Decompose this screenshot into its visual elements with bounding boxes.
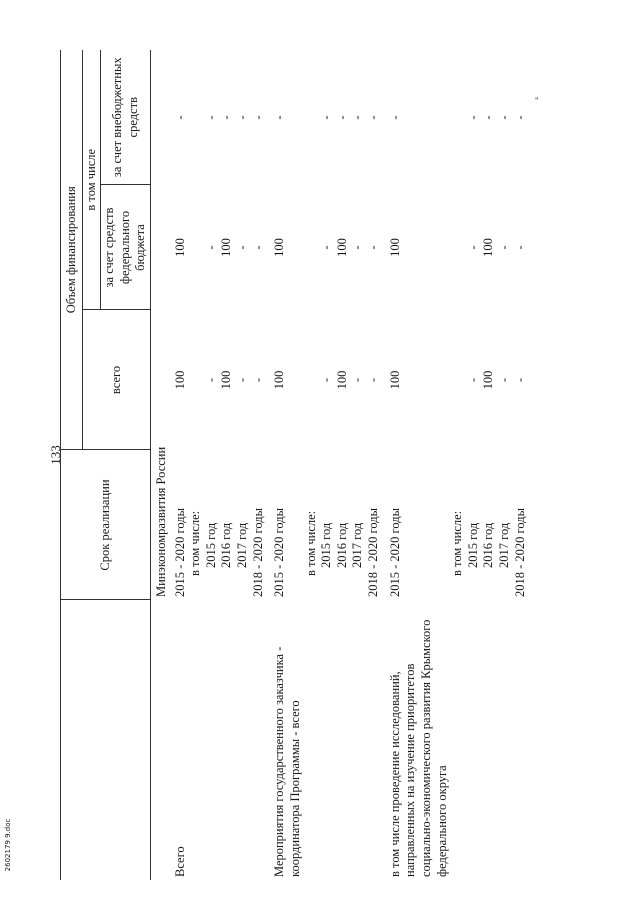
header-name-cell — [61, 600, 151, 880]
row-vneb: - — [350, 115, 365, 120]
row-fed: - — [465, 245, 480, 250]
row-vneb: - — [219, 115, 234, 120]
row-fed: 100 — [172, 238, 187, 257]
row-srok: в том числе: — [188, 510, 203, 576]
row-vneb: - — [512, 115, 527, 120]
row-vsego: - — [350, 377, 365, 383]
row-name: в том числе проведение исследований, направленных на изучение приоритетов социально-экономического развития Крымского федерального округа — [387, 619, 449, 877]
header-vtom: в том числе — [83, 50, 101, 310]
row-vsego — [188, 310, 204, 450]
row-srok: 2017 год — [350, 522, 365, 568]
row-fed: 100 — [334, 238, 349, 257]
page-number-text: 133 — [48, 445, 63, 465]
row-srok: 2018 - 2020 годы — [512, 507, 527, 597]
row-vneb: - — [319, 115, 334, 120]
row-name — [304, 600, 320, 880]
row-vsego: - — [250, 377, 265, 383]
financing-table — [60, 50, 528, 880]
row-fed: - — [350, 245, 365, 250]
row-fed: - — [497, 245, 511, 250]
row-name: Всего — [172, 846, 187, 877]
footer-code-text: 2602179 9.doc — [4, 818, 12, 872]
row-srok: 2015 год — [465, 522, 480, 568]
row-name — [450, 600, 466, 880]
row-srok: в том числе: — [450, 510, 465, 576]
row-name — [466, 600, 482, 880]
row-name — [251, 600, 267, 880]
row-name — [204, 600, 220, 880]
footer-code — [0, 815, 16, 875]
row-fed: - — [319, 245, 334, 250]
row-fed — [304, 185, 320, 310]
row-name — [481, 600, 497, 880]
row-fed — [188, 185, 204, 310]
row-fed: 100 — [481, 238, 496, 257]
row-vsego: - — [319, 377, 334, 383]
row-name — [188, 600, 204, 880]
row-vsego: - — [203, 377, 218, 383]
row-vneb: - — [465, 115, 480, 120]
row-name — [513, 600, 529, 880]
row-vneb: - — [172, 115, 187, 120]
row-srok: 2016 год — [219, 522, 234, 568]
row-vneb: - — [497, 115, 511, 120]
row-srok: 2015 год — [319, 522, 334, 568]
row-name — [497, 600, 513, 880]
row-vneb: - — [203, 115, 218, 120]
row-fed: - — [512, 245, 527, 250]
header-vneb: за счет внебюджетных средств — [101, 50, 151, 185]
row-vsego — [304, 310, 320, 450]
row-vneb: - — [334, 115, 349, 120]
row-srok: 2015 - 2020 годы — [387, 507, 402, 597]
header-obem: Объем финансирования — [61, 50, 83, 450]
row-fed: 100 — [219, 238, 234, 257]
row-vneb: - — [235, 115, 249, 120]
row-vneb: - — [250, 115, 265, 120]
header-fed: за счет средств федерального бюджета — [101, 185, 151, 310]
row-fed: 100 — [387, 238, 402, 257]
row-vneb — [304, 50, 320, 185]
row-name — [319, 600, 335, 880]
section-left-border — [151, 600, 173, 880]
row-fed: - — [250, 245, 265, 250]
row-srok: 2017 год — [235, 522, 249, 568]
row-vsego: 100 — [272, 370, 287, 390]
row-vsego: 100 — [172, 370, 187, 390]
row-srok: в том числе: — [303, 510, 318, 576]
header-vsego: всего — [83, 310, 151, 450]
row-name — [335, 600, 351, 880]
row-vsego: 100 — [334, 370, 349, 390]
row-fed: - — [235, 245, 249, 250]
row-vneb — [450, 50, 466, 185]
row-name — [219, 600, 235, 880]
row-vneb: - — [481, 115, 496, 120]
row-name: Мероприятия государственного заказчика - координатора Программы - всего — [272, 646, 302, 877]
row-srok: 2017 год — [497, 522, 511, 568]
row-fed — [450, 185, 466, 310]
row-vneb: - — [272, 115, 287, 120]
row-vsego: 100 — [387, 370, 402, 390]
row-srok: 2015 - 2020 годы — [272, 507, 287, 597]
row-srok: 2018 - 2020 годы — [366, 507, 380, 597]
row-vsego: - — [465, 377, 480, 383]
row-name — [366, 600, 382, 880]
stray-mark: " — [535, 96, 539, 106]
row-vsego: - — [366, 377, 380, 383]
section-title: Минэкономразвития России — [151, 50, 173, 600]
row-srok: 2016 год — [334, 522, 349, 568]
row-fed: 100 — [272, 238, 287, 257]
row-vsego: - — [497, 377, 511, 383]
row-name — [235, 600, 251, 880]
row-vneb: - — [387, 115, 402, 120]
row-srok: 2015 год — [203, 522, 218, 568]
row-fed: - — [366, 245, 380, 250]
row-vneb: - — [366, 115, 380, 120]
row-vsego: 100 — [219, 370, 234, 390]
row-vsego: 100 — [481, 370, 496, 390]
header-srok: Срок реализации — [61, 450, 151, 600]
row-fed: - — [203, 245, 218, 250]
row-vsego — [450, 310, 466, 450]
row-vsego: - — [512, 377, 527, 383]
row-vneb — [188, 50, 204, 185]
row-name — [350, 600, 366, 880]
row-srok: 2016 год — [481, 522, 496, 568]
row-srok: 2015 - 2020 годы — [172, 507, 187, 597]
row-srok: 2018 - 2020 годы — [250, 507, 265, 597]
rotated-table-container — [60, 50, 620, 880]
row-vsego: - — [235, 377, 249, 383]
